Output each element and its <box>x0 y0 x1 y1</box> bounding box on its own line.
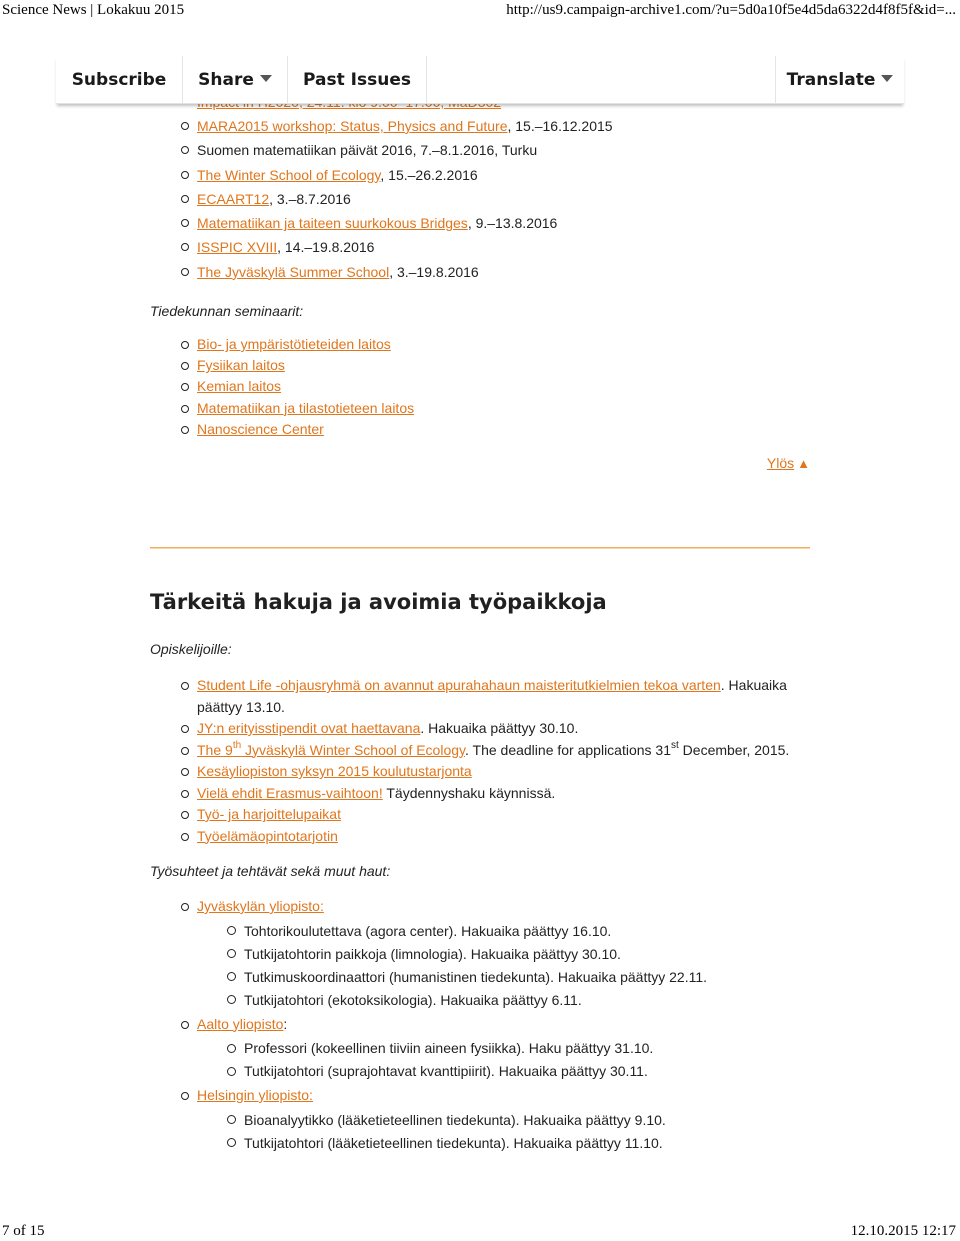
translate-dropdown[interactable] <box>776 56 904 103</box>
work-label: Työsuhteet ja tehtävät sekä muut haut: <box>150 863 391 879</box>
back-to-top-label: Ylös <box>766 455 795 471</box>
list-item <box>150 804 810 826</box>
link-winter-school-ecology[interactable] <box>197 739 465 758</box>
erasmus-note: Täydennyshaku käynnissä. <box>382 784 556 801</box>
seminar-link-fysiikka[interactable]: Fysiikan laitos <box>197 357 285 374</box>
event-link-bridges[interactable]: Matematiikan ja taiteen suurkokous Bridges <box>197 215 468 232</box>
chevron-down-icon <box>881 75 893 82</box>
event-dates: , 15.–16.12.2015 <box>507 118 613 134</box>
list-item <box>150 1014 810 1084</box>
list-item: Tutkijatohtori (suprajohtavat kvanttipiirit). Hakuaika päättyy 30.11. <box>197 1060 810 1083</box>
print-header-title: Science News | Lokakuu 2015 <box>2 2 185 18</box>
event-dates: , 15.–26.2.2016 <box>380 166 478 183</box>
seminar-link-matematiikka[interactable]: Matematiikan ja tilastotieteen laitos <box>197 399 415 416</box>
students-list <box>150 675 810 847</box>
list-item <box>150 783 810 805</box>
link-special-grants[interactable]: JY:n erityisstipendit ovat haettavana <box>197 720 421 736</box>
list-item <box>150 260 810 284</box>
seminar-link-kemia[interactable]: Kemian laitos <box>197 378 282 395</box>
event-link-isspic[interactable]: ISSPIC XVIII <box>197 239 278 256</box>
list-item <box>150 826 810 848</box>
event-text-matematiikan-paivat: Suomen matematiikan päivät 2016, 7.–8.1.2016, Turku <box>197 142 538 159</box>
chevron-down-icon <box>260 75 272 82</box>
past-issues-button[interactable] <box>288 56 426 103</box>
list-item: Tutkijatohtorin paikkoja (limnologia). Hakuaika päättyy 30.10. <box>197 943 810 966</box>
list-item <box>150 114 810 138</box>
list-item <box>150 187 810 211</box>
page-number: 7 of 15 <box>2 1223 45 1239</box>
deadline-text: . Hakuaika päättyy 30.10. <box>420 720 579 736</box>
share-dropdown[interactable] <box>183 56 287 103</box>
list-item: Professori (kokeellinen tiiviin aineen fysiikka). Haku päättyy 31.10. <box>197 1037 810 1060</box>
link-jyu[interactable]: Jyväskylän yliopisto: <box>197 898 324 914</box>
jyu-positions <box>197 920 810 1012</box>
link-part: The 9 <box>197 741 233 758</box>
list-item <box>150 761 810 783</box>
list-item <box>150 896 810 1012</box>
link-work-life-studies[interactable]: Työelämäopintotarjotin <box>197 827 338 844</box>
list-item <box>150 334 810 355</box>
list-item: Tohtorikoulutettava (agora center). Hakuaika päättyy 16.10. <box>197 920 810 943</box>
list-item <box>150 675 810 718</box>
deadline-text: December, 2015. <box>678 741 790 758</box>
list-item: Bioanalyytikko (lääketieteellinen tiedekunta). Hakuaika päättyy 9.10. <box>197 1109 810 1132</box>
bar-divider <box>426 56 427 103</box>
list-item: Tutkijatohtori (lääketieteellinen tiedekunta). Hakuaika päättyy 11.10. <box>197 1132 810 1155</box>
seminars-label: Tiedekunnan seminaarit: <box>150 303 304 319</box>
list-item: Tutkijatohtori (ekotoksikologia). Hakuaika päättyy 6.11. <box>197 989 810 1012</box>
translate-label: Translate <box>786 69 876 90</box>
list-item <box>150 419 810 440</box>
list-item <box>150 740 810 762</box>
colon: : <box>283 1015 288 1032</box>
list-item <box>150 1085 810 1155</box>
link-student-life-grant[interactable]: Student Life -ohjausryhmä on avannut apurahahaun maisteritutkielmien tekoa varten <box>197 677 721 693</box>
superscript: th <box>232 739 242 751</box>
list-item <box>150 398 810 419</box>
students-label: Opiskelijoille: <box>150 641 232 657</box>
event-dates: , 14.–19.8.2016 <box>277 239 375 256</box>
link-helsinki[interactable]: Helsingin yliopisto: <box>197 1087 313 1103</box>
list-item <box>150 138 810 162</box>
seminars-list <box>150 334 810 440</box>
link-jobs-internships[interactable]: Työ- ja harjoittelupaikat <box>197 806 341 822</box>
event-link-winter-school[interactable]: The Winter School of Ecology <box>197 166 381 183</box>
link-part: Jyväskylä Winter School of Ecology <box>241 741 465 758</box>
share-label: Share <box>198 69 254 90</box>
print-timestamp: 12.10.2015 12:17 <box>850 1223 956 1239</box>
helsinki-positions <box>197 1109 810 1155</box>
deadline-text: . Hakuaika päättyy 13.10. <box>197 677 787 715</box>
print-footer <box>0 1222 960 1241</box>
jobs-section-title: Tärkeitä hakuja ja avoimia työpaikkoja <box>150 590 607 614</box>
list-item <box>150 211 810 235</box>
event-dates: , 3.–19.8.2016 <box>389 263 479 280</box>
event-link-mara2015[interactable]: MARA2015 workshop: Status, Physics and Future <box>197 118 508 134</box>
subscribe-label: Subscribe <box>71 69 167 90</box>
seminar-link-nanoscience[interactable]: Nanoscience Center <box>197 420 324 437</box>
event-link-summer-school[interactable]: The Jyväskylä Summer School <box>197 263 390 280</box>
seminar-link-bio[interactable]: Bio- ja ympäristötieteiden laitos <box>197 336 391 352</box>
list-item <box>150 235 810 259</box>
list-item <box>150 376 810 397</box>
list-item <box>150 718 810 740</box>
list-item <box>150 355 810 376</box>
superscript: st <box>671 739 679 751</box>
event-dates: , 9.–13.8.2016 <box>467 215 558 232</box>
list-item: Tutkimuskoordinaattori (humanistinen tiedekunta). Hakuaika päättyy 22.11. <box>197 966 810 989</box>
events-list <box>150 114 810 284</box>
event-link-ecaart12[interactable]: ECAART12 <box>197 190 270 207</box>
past-issues-label: Past Issues <box>303 69 411 90</box>
triangle-up-icon: ▲ <box>797 456 810 471</box>
campaign-top-bar <box>56 56 904 104</box>
subscribe-button[interactable] <box>56 56 182 103</box>
deadline-text: . The deadline for applications 31 <box>465 741 671 758</box>
event-dates: , 3.–8.7.2016 <box>269 190 351 207</box>
link-erasmus[interactable]: Vielä ehdit Erasmus-vaihtoon! <box>197 784 383 801</box>
aalto-positions <box>197 1037 810 1083</box>
back-to-top-link[interactable] <box>767 455 810 471</box>
print-header-url: http://us9.campaign-archive1.com/?u=5d0a10f5e4d5da6322d4f8f5f&id=... <box>506 2 956 18</box>
universities-list <box>150 896 810 1157</box>
section-divider-shadow <box>150 548 810 549</box>
list-item <box>150 163 810 187</box>
link-summer-university[interactable]: Kesäyliopiston syksyn 2015 koulutustarjonta <box>197 763 472 779</box>
link-aalto[interactable]: Aalto yliopisto <box>197 1015 284 1032</box>
